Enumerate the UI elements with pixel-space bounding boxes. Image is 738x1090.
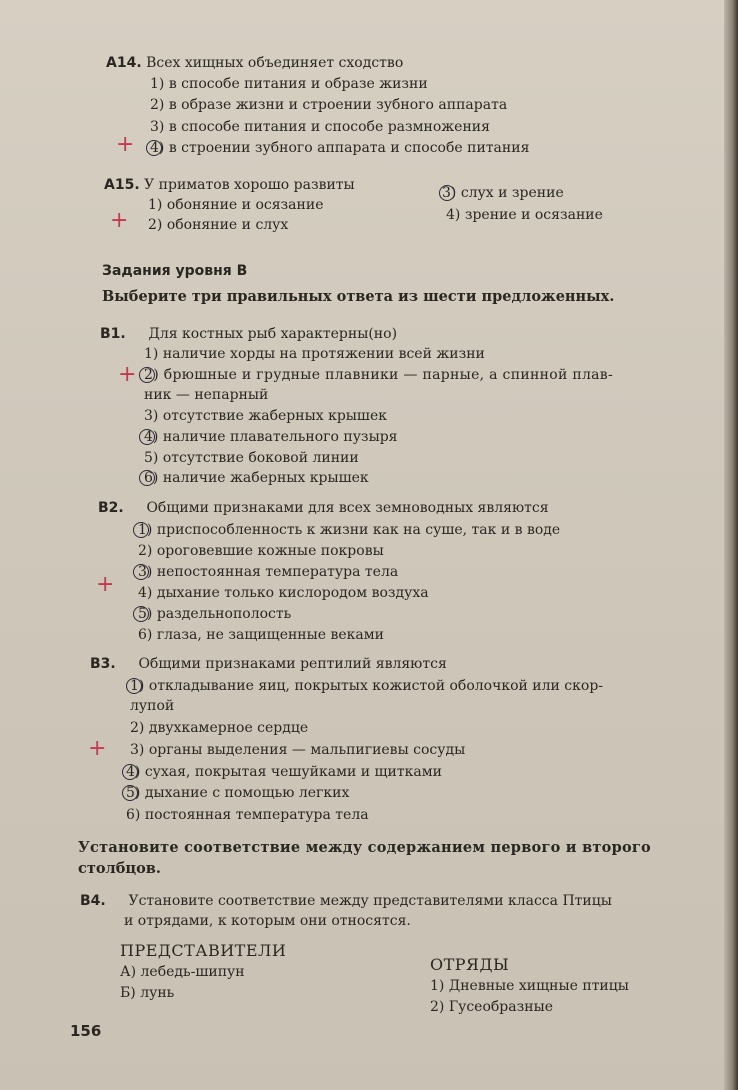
a15-question — [104, 176, 355, 194]
answer-circle-b3-1 — [126, 678, 142, 694]
a15-number: А15. — [104, 177, 140, 193]
answer-circle-a14-4 — [146, 140, 162, 156]
page-number: 156 — [70, 1022, 102, 1040]
b1-option-5: 5) отсутствие боковой линии — [144, 450, 359, 466]
pen-plus-mark: + — [96, 572, 115, 597]
match-instruction-line-2: столбцов. — [78, 860, 161, 877]
b2-option-5: 5) раздельнополость — [138, 606, 292, 622]
a14-option-2: 2) в образе жизни и строении зубного аппарата — [150, 97, 508, 113]
a14-option-1: 1) в способе питания и образе жизни — [150, 76, 428, 92]
a15-option-2: 2) обоняние и слух — [148, 217, 289, 233]
answer-circle-b3-5 — [122, 785, 138, 801]
b1-option-2-cont: ник — непарный — [144, 387, 269, 403]
answer-circle-b1-2 — [139, 367, 155, 383]
b3-option-4: 4) сухая, покрытая чешуйками и щитками — [126, 764, 442, 780]
b2-option-4: 4) дыхание только кислородом воздуха — [138, 585, 429, 601]
b4-number: В4. — [80, 893, 106, 909]
pen-plus-mark: + — [118, 362, 137, 387]
page-edge-shadow — [724, 0, 738, 1090]
answer-circle-b2-1 — [133, 522, 149, 538]
b1-option-2: 2) брюшные и грудные плавники — парные, а спинной плав- — [144, 367, 614, 383]
b3-option-3: 3) органы выделения — мальпигиевы сосуды — [130, 742, 466, 758]
a15-text: У приматов хорошо развиты — [144, 177, 355, 193]
a14-text: Всех хищных объединяет сходство — [146, 55, 404, 71]
representatives-heading: ПРЕДСТАВИТЕЛИ — [120, 941, 287, 960]
b3-number: В3. — [90, 656, 116, 672]
answer-circle-a15-3 — [439, 185, 455, 201]
b1-option-1: 1) наличие хорды на протяжении всей жизни — [144, 346, 485, 362]
b3-text: Общими признаками рептилий являются — [138, 656, 447, 672]
b3-option-1: 1) откладывание яиц, покрытых кожистой оболочкой или скор- — [130, 678, 604, 694]
b3-option-5: 5) дыхание с помощью легких — [126, 785, 350, 801]
orders-heading: ОТРЯДЫ — [430, 955, 510, 974]
b2-option-6: 6) глаза, не защищенные веками — [138, 627, 384, 643]
a15-option-3: 3) слух и зрение — [442, 185, 564, 201]
order-2: 2) Гусеобразные — [430, 999, 554, 1015]
b2-number: В2. — [98, 500, 124, 516]
answer-circle-b1-4 — [139, 429, 155, 445]
order-1: 1) Дневные хищные птицы — [430, 978, 629, 994]
b3-question — [90, 655, 447, 673]
answer-circle-b2-3 — [133, 564, 149, 580]
b1-text: Для костных рыб характерны(но) — [148, 326, 398, 342]
b3-option-6: 6) постоянная температура тела — [126, 807, 369, 823]
b2-text: Общими признаками для всех земноводных являются — [146, 500, 549, 516]
a15-option-4: 4) зрение и осязание — [446, 207, 603, 223]
section-instruction: Выберите три правильных ответа из шести предложенных. — [102, 288, 615, 305]
b1-option-6: 6) наличие жаберных крышек — [144, 470, 369, 486]
b4-question — [80, 892, 612, 910]
b3-option-1-cont: лупой — [130, 698, 175, 714]
answer-circle-b2-5 — [133, 606, 149, 622]
a14-number: А14. — [106, 55, 142, 71]
answer-circle-b1-6 — [139, 470, 155, 486]
answer-circle-b3-4 — [122, 764, 138, 780]
representative-b: Б) лунь — [120, 985, 175, 1001]
pen-plus-mark: + — [110, 208, 129, 233]
match-instruction-line-1: Установите соответствие между содержанием первого и второго — [78, 839, 651, 856]
representative-a: А) лебедь-шипун — [120, 964, 245, 980]
a14-option-3: 3) в способе питания и способе размножения — [150, 119, 490, 135]
b2-question — [98, 499, 549, 517]
pen-plus-mark: + — [116, 132, 135, 157]
a15-option-1: 1) обоняние и осязание — [148, 197, 324, 213]
b1-question — [100, 325, 397, 343]
a14-option-4: 4) в строении зубного аппарата и способе питания — [150, 140, 530, 156]
b2-option-1: 1) приспособленность к жизни как на суше, так и в воде — [138, 522, 561, 538]
b4-text-line-2: и отрядами, к которым они относятся. — [124, 913, 411, 929]
b2-option-3: 3) непостоянная температура тела — [138, 564, 399, 580]
b2-option-2: 2) ороговевшие кожные покровы — [138, 543, 384, 559]
b3-option-2: 2) двухкамерное сердце — [130, 720, 309, 736]
b4-text-line-1: Установите соответствие между представителями класса Птицы — [128, 893, 612, 909]
section-title: Задания уровня В — [102, 263, 248, 279]
b1-option-4: 4) наличие плавательного пузыря — [144, 429, 398, 445]
b1-number: В1. — [100, 326, 126, 342]
b1-option-3: 3) отсутствие жаберных крышек — [144, 408, 387, 424]
a14-question — [106, 54, 403, 72]
pen-plus-mark: + — [88, 736, 107, 761]
